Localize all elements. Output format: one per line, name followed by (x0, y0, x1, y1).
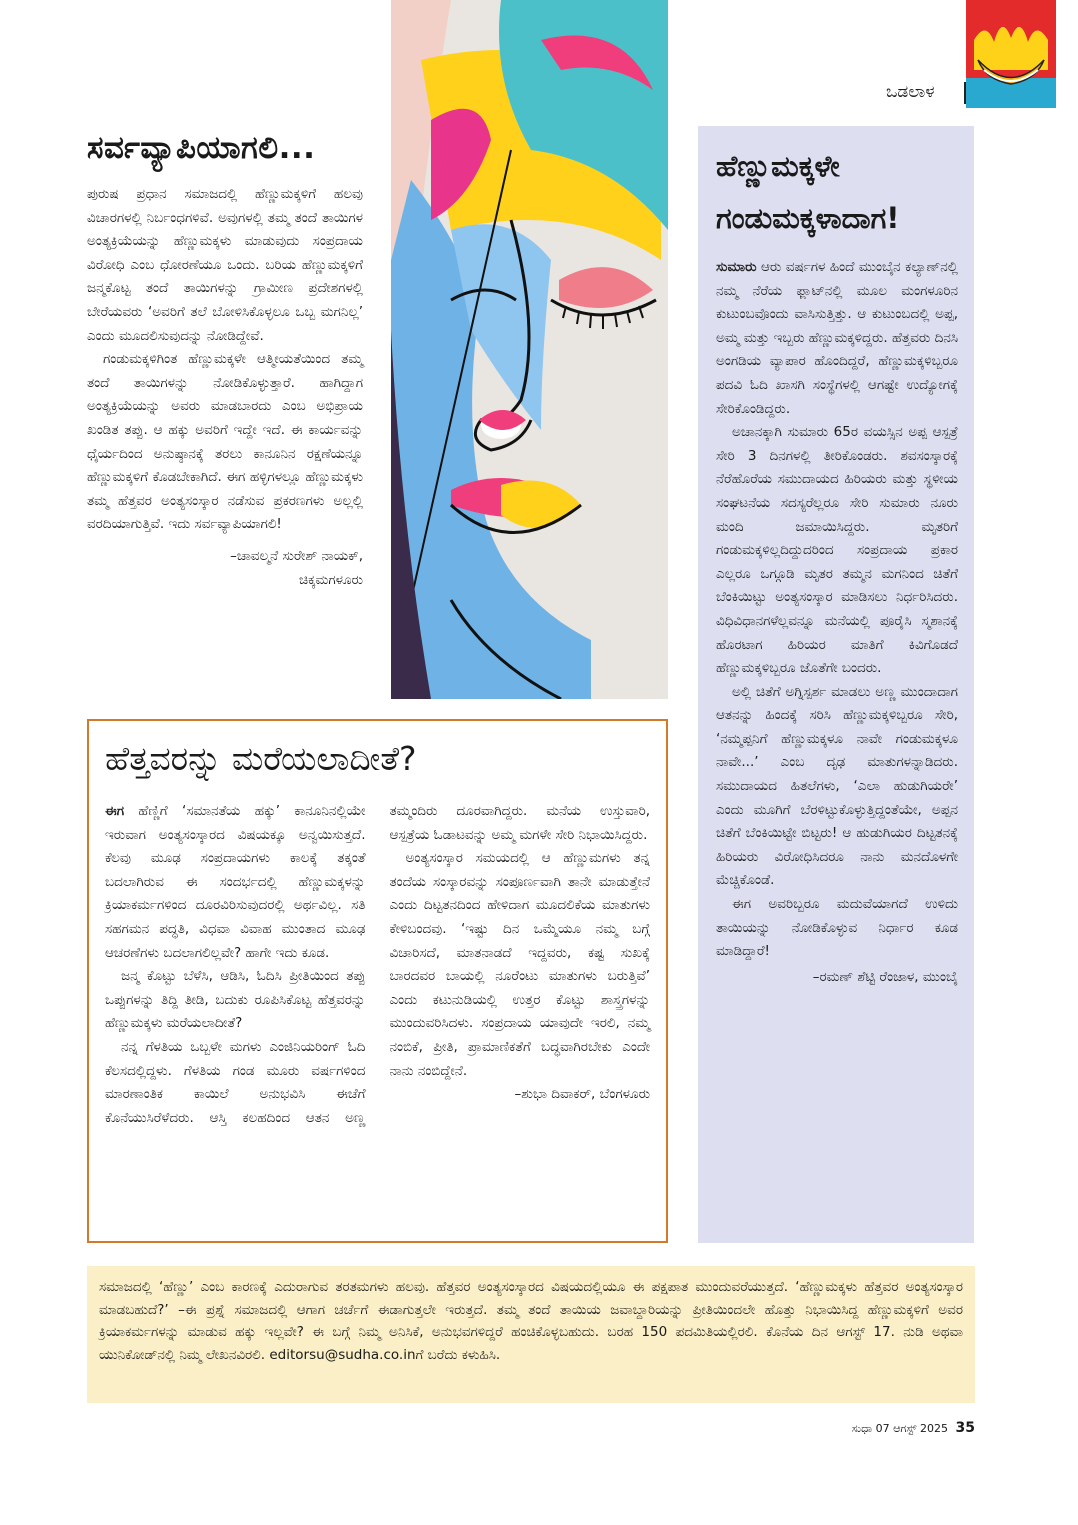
left-article (87, 130, 363, 592)
left-article-paragraph: ಗಂಡುಮಕ್ಕಳಿಗಿಂತ ಹೆಣ್ಣುಮಕ್ಕಳೇ ಆತ್ಮೀಯತೆಯಿಂದ ತಮ್ಮ ತಂದೆ ತಾಯಿಗಳನ್ನು ನೋಡಿಕೊಳ್ಳುತ್ತಾರೆ. ಹಾಗಿದ್ದಾಗ ಅಂತ್ಯಕ್ರಿಯೆಯನ್ನು ಅವರು ಮಾಡಬಾರದು ಎಂಬ ಅಭಿಪ್ರಾಯ ಖಂಡಿತ ತಪ್ಪು. ಆ ಹಕ್ಕು ಅವರಿಗೆ ಇದ್ದೇ ಇದೆ. ಈ ಕಾರ್ಯವನ್ನು ಧೈರ್ಯದಿಂದ ಅನುಷ್ಠಾನಕ್ಕೆ ತರಲು ಕಾನೂನಿನ ರಕ್ಷಣೆಯನ್ನೂ ಹೆಣ್ಣುಮಕ್ಕಳಿಗೆ ಕೊಡಬೇಕಾಗಿದೆ. ಈಗ ಹಳ್ಳಿಗಳಲ್ಲೂ ಹೆಣ್ಣುಮಕ್ಕಳು ತಮ್ಮ ಹೆತ್ತವರ ಅಂತ್ಯಸಂಸ್ಕಾರ ನಡೆಸುವ ಪ್ರಕರಣಗಳು ಅಲ್ಲಲ್ಲಿ ವರದಿಯಾಗುತ್ತಿವೆ. ಇದು ಸರ್ವವ್ಯಾಪಿಯಾಗಲಿ! (87, 351, 363, 533)
left-article-paragraph: ಪುರುಷ ಪ್ರಧಾನ ಸಮಾಜದಲ್ಲಿ ಹೆಣ್ಣುಮಕ್ಕಳಿಗೆ ಹಲವು ವಿಚಾರಗಳಲ್ಲಿ ನಿರ್ಬಂಧಗಳಿವೆ. ಅವುಗಳಲ್ಲಿ ತಮ್ಮ ತಂದೆ ತಾಯಿಗಳ ಅಂತ್ಯಕ್ರಿಯೆಯನ್ನು ಹೆಣ್ಣುಮಕ್ಕಳು ಮಾಡುವುದು ಸಂಪ್ರದಾಯ ವಿರೋಧಿ ಎಂಬ ಧೋರಣೆಯೂ ಒಂದು. ಬರಿಯ ಹೆಣ್ಣುಮಕ್ಕಳಿಗೆ ಜನ್ಮಕೊಟ್ಟ ತಂದೆ ತಾಯಿಗಳನ್ನು ಗ್ರಾಮೀಣ ಪ್ರದೇಶಗಳಲ್ಲಿ ಬೇರೆಯವರು ‘ಅವರಿಗೆ ತಲೆ ಬೋಳಿಸಿಕೊಳ್ಳಲೂ ಒಬ್ಬ ಮಗನಿಲ್ಲ’ ಎಂದು ಮೂದಲಿಸುವುದನ್ನು ನೋಡಿದ್ದೇವೆ. (87, 186, 363, 344)
right-article-signature: –ರಮಣ್ ಶೆಟ್ಟಿ ರೆಂಜಾಳ, ಮುಂಬೈ (812, 968, 958, 985)
center-article-lead-word: ಈಗ (105, 803, 125, 819)
page-footer (835, 1420, 975, 1436)
section-logo (966, 0, 1056, 108)
lotus-logo-graphic (966, 0, 1056, 108)
right-article-paragraph: ಸುಮಾರು ಆರು ವರ್ಷಗಳ ಹಿಂದೆ ಮುಂಬೈನ ಕಲ್ಯಾಣ್‌ನಲ್ಲಿ ನಮ್ಮ ನೆರೆಯ ಫ್ಲಾಟ್‌ನಲ್ಲಿ ಮೂಲ ಮಂಗಳೂರಿನ ಕುಟುಂಬವೊಂದು ವಾಸಿಸುತ್ತಿತ್ತು. ಆ ಕುಟುಂಬದಲ್ಲಿ ಅಪ್ಪ, ಅಮ್ಮ ಮತ್ತು ಇಬ್ಬರು ಹೆಣ್ಣುಮಕ್ಕಳಿದ್ದರು. ಹೆತ್ತವರು ದಿನಸಿ ಅಂಗಡಿಯ ವ್ಯಾಪಾರ ಹೊಂದಿದ್ದರೆ, ಹೆಣ್ಣುಮಕ್ಕಳಿಬ್ಬರೂ ಪದವಿ ಓದಿ ಖಾಸಗಿ ಸಂಸ್ಥೆಗಳಲ್ಲಿ ಆಗಷ್ಟೇ ಉದ್ಯೋಗಕ್ಕೆ ಸೇರಿಕೊಂಡಿದ್ದರು. (716, 259, 958, 417)
center-article-signature: –ಶುಭಾ ದಿವಾಕರ್, ಬೆಂಗಳೂರು (514, 1086, 650, 1103)
center-article-box (87, 719, 668, 1243)
left-article-body (87, 183, 363, 537)
left-article-place: ಚಿಕ್ಕಮಗಳೂರು (299, 571, 363, 588)
right-article-body (716, 256, 958, 964)
left-article-signature: –ಚಾವಲ್ಮನೆ ಸುರೇಶ್ ನಾಯಕ್, (230, 547, 363, 564)
center-article-title: ಹೆತ್ತವರನ್ನು ಮರೆಯಲಾದೀತೆ? (105, 739, 417, 778)
right-article-title-line1: ಹೆಣ್ಣುಮಕ್ಕಳೇ (716, 149, 840, 183)
right-article-title-line2: ಗಂಡುಮಕ್ಕಳಾದಾಗ! (716, 201, 900, 235)
right-article-lead-word: ಸುಮಾರು (716, 259, 757, 275)
bottom-note-text: ಸಮಾಜದಲ್ಲಿ ‘ಹೆಣ್ಣು’ ಎಂಬ ಕಾರಣಕ್ಕೆ ಎದುರಾಗುವ ತರತಮಗಳು ಹಲವು. ಹೆತ್ತವರ ಅಂತ್ಯಸಂಸ್ಕಾರದ ವಿಷಯದಲ್ಲಿಯೂ ಈ ಪಕ್ಷಪಾತ ಮುಂದುವರೆಯುತ್ತದೆ. ‘ಹೆಣ್ಣುಮಕ್ಕಳು ಹೆತ್ತವರ ಅಂತ್ಯಸಂಸ್ಕಾರ ಮಾಡಬಹುದೆ?’ –ಈ ಪ್ರಶ್ನೆ ಸಮಾಜದಲ್ಲಿ ಆಗಾಗ ಚರ್ಚೆಗೆ ಈಡಾಗುತ್ತಲೇ ಇರುತ್ತದೆ. ತಮ್ಮ ತಂದೆ ತಾಯಿಯ ಜವಾಬ್ದಾರಿಯನ್ನು ಪ್ರೀತಿಯಿಂದಲೇ ಹೊತ್ತು ನಿಭಾಯಿಸಿದ್ದ ಹೆಣ್ಣುಮಕ್ಕಳಿಗೆ ಅವರ ಕ್ರಿಯಾಕರ್ಮಗಳನ್ನು ಮಾಡುವ ಹಕ್ಕು ಇಲ್ಲವೇ? ಈ ಬಗ್ಗೆ ನಿಮ್ಮ ಅನಿಸಿಕೆ, ಅನುಭವಗಳಿದ್ದರೆ ಹಂಚಿಕೊಳ್ಳಬಹುದು. ಬರಹ 150 ಪದಮಿತಿಯಲ್ಲಿರಲಿ. ಕೊನೆಯ ದಿನ ಆಗಸ್ಟ್ 17. ನುಡಿ ಅಥವಾ ಯುನಿಕೋಡ್‌ನಲ್ಲಿ ನಿಮ್ಮ ಲೇಖನವಿರಲಿ. editorsu@sudha.co.inಗೆ ಬರೆದು ಕಳುಹಿಸಿ. (99, 1279, 963, 1363)
issue-info: ಸುಧಾ 07 ಆಗಸ್ಟ್ 2025 (851, 1422, 949, 1435)
contact-email-link[interactable]: editorsu@sudha.co.in (269, 1346, 416, 1363)
right-article-paragraph: ಈಗ ಅವರಿಬ್ಬರೂ ಮದುವೆಯಾಗದೆ ಉಳಿದು ತಾಯಿಯನ್ನು ನೋಡಿಕೊಳ್ಳುವ ನಿರ್ಧಾರ ಕೂಡ ಮಾಡಿದ್ದಾರೆ! (716, 896, 958, 960)
right-article-box (698, 126, 974, 1243)
section-rule (964, 82, 966, 104)
center-article-paragraph: ಈಗ ಹೆಣ್ಣಿಗೆ ‘ಸಮಾನತೆಯ ಹಕ್ಕು’ ಕಾನೂನಿನಲ್ಲಿಯೇ ಇರುವಾಗ ಅಂತ್ಯಸಂಸ್ಕಾರದ ವಿಷಯಕ್ಕೂ ಅನ್ವಯಿಸುತ್ತದೆ. ಕೆಲವು ಮೂಢ ಸಂಪ್ರದಾಯಗಳು ಕಾಲಕ್ಕೆ ತಕ್ಕಂತೆ ಬದಲಾಗಿರುವ ಈ ಸಂದರ್ಭದಲ್ಲಿ ಹೆಣ್ಣುಮಕ್ಕಳನ್ನು ಕ್ರಿಯಾಕರ್ಮಗಳಿಂದ ದೂರವಿರಿಸುವುದರಲ್ಲಿ ಅರ್ಥವಿಲ್ಲ. ಸತಿ ಸಹಗಮನ ಪದ್ಧತಿ, ವಿಧವಾ ವಿವಾಹ ಮುಂತಾದ ಮೂಢ ಆಚರಣೆಗಳು ಬದಲಾಗಲಿಲ್ಲವೇ? ಹಾಗೇ ಇದು ಕೂಡ. (105, 803, 366, 961)
center-article-paragraph: ನನ್ನ ಗೆಳತಿಯ ಒಬ್ಬಳೇ ಮಗಳು ಎಂಜಿನಿಯರಿಂಗ್ ಓದಿ ಕೆಲಸದಲ್ಲಿದ್ದಳು. ಗೆಳತಿಯ ಗಂಡ ಮೂರು ವರ್ಷಗಳಿಂದ ಮಾರಣಾಂತಿಕ ಕಾಯಿಲೆ ಅನುಭವಿಸಿ ಈಚೆಗೆ ಕೊನೆಯುಸಿರೆಳೆದರು. ಆಸ್ತಿ ಕಲಹದಿಂದ ಆತನ ಅಣ್ಣ ತಮ್ಮಂದಿರು ದೂರವಾಗಿದ್ದರು. ಮನೆಯ ಉಸ್ತುವಾರಿ, ಆಸ್ಪತ್ರೆಯ ಓಡಾಟವನ್ನು ಅಮ್ಮ ಮಗಳೇ ಸೇರಿ ನಿಭಾಯಿಸಿದ್ದರು. (105, 803, 650, 1126)
center-article-body (105, 800, 650, 1130)
right-article-paragraph: ಅಚಾನಕ್ಕಾಗಿ ಸುಮಾರು 65ರ ವಯಸ್ಸಿನ ಅಪ್ಪ ಆಸ್ಪತ್ರೆ ಸೇರಿ 3 ದಿನಗಳಲ್ಲಿ ತೀರಿಕೊಂಡರು. ಶವಸಂಸ್ಕಾರಕ್ಕೆ ನೆರೆಹೊರೆಯ ಸಮುದಾಯದ ಹಿರಿಯರು ಮತ್ತು ಸ್ಥಳೀಯ ಸಂಘಟನೆಯ ಸದಸ್ಯರೆಲ್ಲರೂ ಸೇರಿ ಸುಮಾರು ನೂರು ಮಂದಿ ಜಮಾಯಿಸಿದ್ದರು. ಮೃತರಿಗೆ ಗಂಡುಮಕ್ಕಳಿಲ್ಲದಿದ್ದುದರಿಂದ ಸಂಪ್ರದಾಯ ಪ್ರಕಾರ ಎಲ್ಲರೂ ಒಗ್ಗೂಡಿ ಮೃತರ ತಮ್ಮನ ಮಗನಿಂದ ಚಿತೆಗೆ ಬೆಂಕಿಯಿಟ್ಟು ಅಂತ್ಯಸಂಸ್ಕಾರ ಮಾಡಿಸಲು ನಿರ್ಧರಿಸಿದರು. ವಿಧಿವಿಧಾನಗಳೆಲ್ಲವನ್ನೂ ಮನೆಯಲ್ಲಿ ಪೂರೈಸಿ ಸ್ಮಶಾನಕ್ಕೆ ಹೊರಟಾಗ ಹಿರಿಯರ ಮಾತಿಗೆ ಕಿವಿಗೊಡದೆ ಹೆಣ್ಣುಮಕ್ಕಳಿಬ್ಬರೂ ಜೊತೆಗೇ ಬಂದರು. (716, 424, 958, 677)
right-article-paragraph: ಅಲ್ಲಿ ಚಿತೆಗೆ ಅಗ್ನಿಸ್ಪರ್ಶ ಮಾಡಲು ಅಣ್ಣ ಮುಂದಾದಾಗ ಆತನನ್ನು ಹಿಂದಕ್ಕೆ ಸರಿಸಿ ಹೆಣ್ಣುಮಕ್ಕಳಿಬ್ಬರೂ ಸೇರಿ, ‘ನಮ್ಮಪ್ಪನಿಗೆ ಹೆಣ್ಣುಮಕ್ಕಳೂ ನಾವೇ ಗಂಡುಮಕ್ಕಳೂ ನಾವೇ...’ ಎಂಬ ದೃಢ ಮಾತುಗಳನ್ನಾಡಿದರು. ಸಮುದಾಯದ ಹಿತಲೆಗಳು, ‘ಎಲಾ ಹುಡುಗಿಯರೇ’ ಎಂದು ಮೂಗಿಗೆ ಬೆರಳಿಟ್ಟುಕೊಳ್ಳುತ್ತಿದ್ದಂತೆಯೇ, ಅಪ್ಪನ ಚಿತೆಗೆ ಬೆಂಕಿಯಿಟ್ಟೇ ಬಿಟ್ಟರು! ಆ ಹುಡುಗಿಯರ ದಿಟ್ಟತನಕ್ಕೆ ಹಿರಿಯರು ವಿರೋಧಿಸಿದರೂ ನಾನು ಮನದೊಳಗೇ ಮೆಚ್ಚಿಕೊಂಡೆ. (716, 683, 958, 889)
section-label: ಒಡಲಾಳ (886, 82, 935, 102)
left-article-title: ಸರ್ವವ್ಯಾಪಿಯಾಗಲಿ... (87, 130, 316, 166)
bottom-note-bar (87, 1266, 975, 1403)
page-number: 35 (955, 1420, 975, 1436)
center-article-paragraph: ಅಂತ್ಯಸಂಸ್ಕಾರ ಸಮಯದಲ್ಲಿ ಆ ಹೆಣ್ಣುಮಗಳು ತನ್ನ ತಂದೆಯ ಸಂಸ್ಕಾರವನ್ನು ಸಂಪೂರ್ಣವಾಗಿ ತಾನೇ ಮಾಡುತ್ತೇನೆ ಎಂದು ದಿಟ್ಟತನದಿಂದ ಹೇಳಿದಾಗ ಮೂದಲಿಕೆಯ ಮಾತುಗಳು ಕೇಳಿಬಂದವು. ‘ಇಷ್ಟು ದಿನ ಒಮ್ಮೆಯೂ ನಮ್ಮ ಬಗ್ಗೆ ವಿಚಾರಿಸದೆ, ಮಾತನಾಡದೆ ಇದ್ದವರು, ಕಷ್ಟ ಸುಖಕ್ಕೆ ಬಾರದವರ ಬಾಯಲ್ಲಿ ನೂರೆಂಟು ಮಾತುಗಳು ಬರುತ್ತಿವೆ’ ಎಂದು ಕಟುನುಡಿಯಲ್ಲಿ ಉತ್ತರ ಕೊಟ್ಟು ಶಾಸ್ತ್ರಗಳನ್ನು ಮುಂದುವರಿಸಿದಳು. ಸಂಪ್ರದಾಯ ಯಾವುದೇ ಇರಲಿ, ನಮ್ಮ ನಂಬಿಕೆ, ಪ್ರೀತಿ, ಪ್ರಾಮಾಣಿಕತೆಗೆ ಬದ್ಧವಾಗಿರಬೇಕು ಎಂದೇ ನಾನು ನಂಬಿದ್ದೇನೆ. (389, 850, 650, 1079)
abstract-face-art (391, 0, 668, 699)
face-illustration (391, 0, 668, 699)
center-article-paragraph: ಜನ್ಮ ಕೊಟ್ಟು ಬೆಳೆಸಿ, ಆಡಿಸಿ, ಓದಿಸಿ ಪ್ರೀತಿಯಿಂದ ತಪ್ಪು ಒಪ್ಪುಗಳನ್ನು ತಿದ್ದಿ ತೀಡಿ, ಬದುಕು ರೂಪಿಸಿಕೊಟ್ಟ ಹೆತ್ತವರನ್ನು ಹೆಣ್ಣುಮಕ್ಕಳು ಮರೆಯಲಾದೀತೆ? (105, 968, 366, 1032)
